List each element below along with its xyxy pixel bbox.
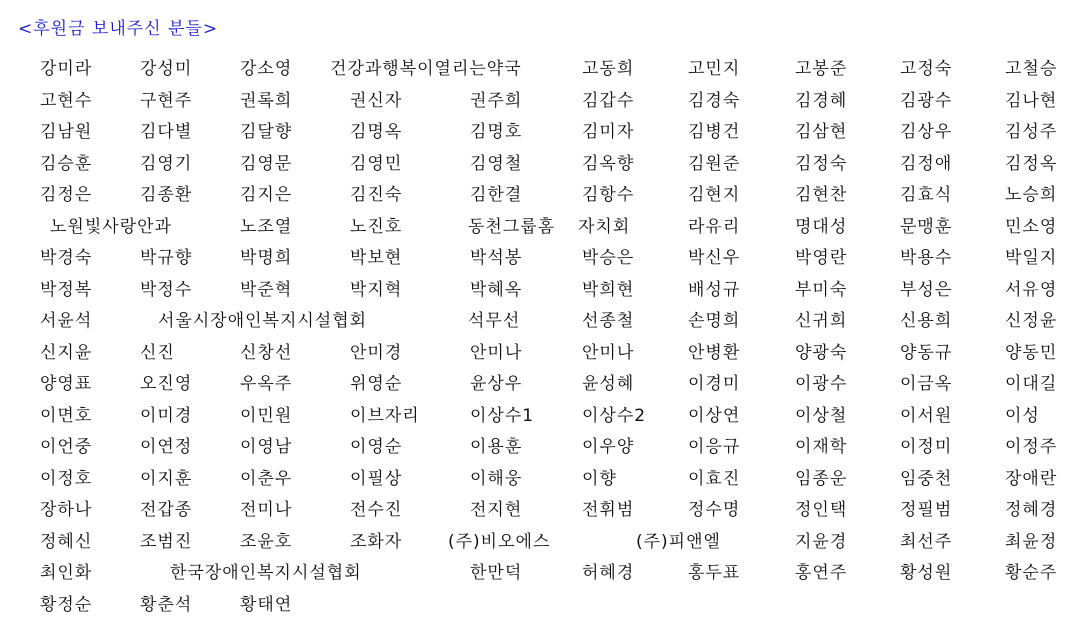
donor-name: 홍연주: [795, 563, 848, 583]
donor-name: 최선주: [900, 531, 953, 552]
donor-name: 이서원: [900, 405, 953, 426]
donor-name: 박혜옥: [470, 279, 523, 300]
donor-name: 이상수2: [582, 405, 647, 426]
donor-name: 양동규: [900, 342, 953, 363]
donor-name: 김남원: [40, 122, 93, 142]
donor-name: 고정숙: [900, 59, 953, 79]
donor-name: 김한결: [470, 185, 523, 205]
donor-name: 김영기: [140, 153, 193, 174]
donor-name: 김명옥: [350, 122, 403, 142]
donor-name: 황순주: [1005, 563, 1058, 583]
donor-name: 홍두표: [688, 563, 741, 583]
donor-name: 이해웅: [470, 468, 523, 489]
donor-name: 강성미: [140, 59, 193, 79]
donor-name: 안미나: [470, 342, 523, 363]
donor-name: 노진호: [350, 216, 403, 237]
donor-name: 김경숙: [688, 90, 741, 111]
donor-name: 서울시장애인복지시설협회: [158, 311, 368, 331]
donor-name: 신용희: [900, 311, 953, 331]
donor-name: 김현찬: [795, 185, 848, 205]
name-row: [0, 180, 1088, 212]
donor-name: 석무선: [468, 311, 521, 331]
name-row: [0, 306, 1088, 338]
donor-name: 황성원: [900, 563, 953, 583]
donor-name: 명대성: [795, 216, 848, 237]
donor-name: 김승훈: [40, 153, 93, 174]
donor-name: 자치회: [578, 216, 631, 237]
donor-name: 김갑수: [582, 90, 635, 111]
donor-name: 김상우: [900, 122, 953, 142]
donor-name: 김정애: [900, 153, 953, 174]
name-row: [0, 464, 1088, 496]
donor-name: 허혜경: [582, 563, 635, 583]
donor-name: 신귀희: [795, 311, 848, 331]
donor-name: 정수명: [688, 500, 741, 520]
donor-name: 라유리: [688, 216, 741, 237]
donor-name: 김영문: [240, 153, 293, 174]
donor-name: 김경혜: [795, 90, 848, 111]
donor-name: 신정윤: [1005, 311, 1058, 331]
name-row: [0, 495, 1088, 527]
donor-name: 신창선: [240, 342, 293, 363]
donor-name: 전미나: [240, 500, 293, 520]
donor-name: 고현수: [40, 90, 93, 111]
donor-name: 박보현: [350, 248, 403, 268]
donor-name: 박명희: [240, 248, 293, 268]
donor-name: 김성주: [1005, 122, 1058, 142]
donor-name: 박용수: [900, 248, 953, 268]
donor-name: 이향: [582, 468, 617, 489]
donor-name: 김원준: [688, 153, 741, 174]
donor-name: 박승은: [582, 248, 635, 268]
donor-name: 이성: [1005, 405, 1040, 426]
donor-name: 이용훈: [470, 437, 523, 457]
donor-name: 이면호: [40, 405, 93, 426]
donor-name: 김삼현: [795, 122, 848, 142]
donor-name: 김진숙: [350, 185, 403, 205]
donor-name: 서유영: [1005, 279, 1058, 300]
donor-name: 문맹훈: [900, 216, 953, 237]
donor-name: 김효식: [900, 185, 953, 205]
donor-name: 윤성혜: [582, 374, 635, 394]
donor-name: 이연정: [140, 437, 193, 457]
donor-name: 고봉준: [795, 59, 848, 79]
donor-name: 박규향: [140, 248, 193, 268]
donor-name: 한국장애인복지시설협회: [170, 563, 362, 583]
donor-name: 권주희: [470, 90, 523, 111]
donor-name: 이브자리: [350, 405, 420, 426]
donor-name: 동천그룹홈: [468, 216, 556, 237]
donor-name: 손명희: [688, 311, 741, 331]
donor-name: 이광수: [795, 374, 848, 394]
donor-name: 황춘석: [140, 594, 193, 615]
page-heading: <후원금 보내주신 분들>: [18, 19, 219, 39]
donor-name: 김병건: [688, 122, 741, 142]
donor-name: 김정은: [40, 185, 93, 205]
donor-name: 박석봉: [470, 248, 523, 268]
donor-name: 노승희: [1005, 185, 1058, 205]
donor-name: 황정순: [40, 594, 93, 615]
donor-name: 김광수: [900, 90, 953, 111]
name-row: [0, 369, 1088, 401]
donor-name: 최윤정: [1005, 531, 1058, 552]
name-row: [0, 558, 1088, 590]
donor-name: 부성은: [900, 279, 953, 300]
donor-name: 강미라: [40, 59, 93, 79]
donor-name: 박희현: [582, 279, 635, 300]
donor-name: 이경미: [688, 374, 741, 394]
donor-name: 김영민: [350, 153, 403, 174]
donor-name: 김현지: [688, 185, 741, 205]
donor-name: 전수진: [350, 500, 403, 520]
donor-name: 이정미: [900, 437, 953, 457]
donor-name: 양동민: [1005, 342, 1058, 363]
donor-name: 노조열: [240, 216, 293, 237]
donor-name: 조윤호: [240, 531, 293, 552]
donor-name: 이상수1: [470, 405, 535, 426]
donor-name: 안미나: [582, 342, 635, 363]
donor-name: 노원빛사랑안과: [50, 216, 172, 237]
name-row: [0, 212, 1088, 244]
name-row: [0, 117, 1088, 149]
donor-name: 김명호: [470, 122, 523, 142]
donor-name: 박영란: [795, 248, 848, 268]
donor-name: 김정옥: [1005, 153, 1058, 174]
donor-name: 박정복: [40, 279, 93, 300]
donor-name: 전지현: [470, 500, 523, 520]
donor-name: 김종환: [140, 185, 193, 205]
donor-name: 박준혁: [240, 279, 293, 300]
donor-name: 구현주: [140, 90, 193, 111]
donor-name: 장하나: [40, 500, 93, 520]
name-row: [0, 243, 1088, 275]
donor-name: 위영순: [350, 374, 403, 394]
donor-name: 권신자: [350, 90, 403, 111]
donor-name: 배성규: [688, 279, 741, 300]
donor-name: 이상철: [795, 405, 848, 426]
name-row: [0, 527, 1088, 559]
donor-name: 이우양: [582, 437, 635, 457]
name-row: [0, 149, 1088, 181]
donor-name: 최인화: [40, 563, 93, 583]
donor-name: 이재학: [795, 437, 848, 457]
donor-name: 지윤경: [795, 531, 848, 552]
donor-name: 정혜경: [1005, 500, 1058, 520]
donor-name: 김나현: [1005, 90, 1058, 111]
donor-name: 서윤석: [40, 311, 93, 331]
donor-name: 윤상우: [470, 374, 523, 394]
donor-name: 김지은: [240, 185, 293, 205]
donor-name: 정필범: [900, 500, 953, 520]
donor-name: 이영순: [350, 437, 403, 457]
name-row: [0, 86, 1088, 118]
donor-name: 이춘우: [240, 468, 293, 489]
donor-name: (주)비오에스: [448, 531, 551, 552]
donor-name: 김영철: [470, 153, 523, 174]
donor-name: 오진영: [140, 374, 193, 394]
donor-name: 우옥주: [240, 374, 293, 394]
donor-name: 장애란: [1005, 468, 1058, 489]
donor-name: 이언중: [40, 437, 93, 457]
donor-name: 황태연: [240, 594, 293, 615]
donor-name: 박지혁: [350, 279, 403, 300]
donor-name: 이금옥: [900, 374, 953, 394]
donor-name: (주)피앤엘: [636, 531, 721, 552]
donor-name: 건강과행복이열리는약국: [330, 59, 522, 79]
donor-name: 김달향: [240, 122, 293, 142]
donor-name: 강소영: [240, 59, 293, 79]
donor-name: 전갑종: [140, 500, 193, 520]
donor-name: 이효진: [688, 468, 741, 489]
name-row: [0, 401, 1088, 433]
donor-name: 민소영: [1005, 216, 1058, 237]
donor-name: 양영표: [40, 374, 93, 394]
donor-name: 권록희: [240, 90, 293, 111]
donor-name: 양광숙: [795, 342, 848, 363]
donor-name: 고철승: [1005, 59, 1058, 79]
donor-name: 이영남: [240, 437, 293, 457]
donor-name: 고동희: [582, 59, 635, 79]
donor-name: 박일지: [1005, 248, 1058, 268]
donor-name: 전휘범: [582, 500, 635, 520]
donor-name: 이미경: [140, 405, 193, 426]
name-row: [0, 432, 1088, 464]
name-row: [0, 275, 1088, 307]
donor-name: 이정호: [40, 468, 93, 489]
donor-name: 부미숙: [795, 279, 848, 300]
donor-name: 조범진: [140, 531, 193, 552]
donor-name: 선종철: [582, 311, 635, 331]
donor-name: 안병환: [688, 342, 741, 363]
donor-name: 이정주: [1005, 437, 1058, 457]
donor-name: 한만덕: [470, 563, 523, 583]
donor-name-grid: [0, 54, 1088, 621]
donor-name: 김옥향: [582, 153, 635, 174]
donor-name: 안미경: [350, 342, 403, 363]
donor-name: 신진: [140, 342, 175, 363]
donor-name: 이필상: [350, 468, 403, 489]
donor-name: 김미자: [582, 122, 635, 142]
donor-name: 박정수: [140, 279, 193, 300]
donor-name: 김다별: [140, 122, 193, 142]
donor-name: 김항수: [582, 185, 635, 205]
donor-name: 김정숙: [795, 153, 848, 174]
donor-name: 박신우: [688, 248, 741, 268]
donor-name: 조화자: [350, 531, 403, 552]
name-row: [0, 54, 1088, 86]
donor-name: 이응규: [688, 437, 741, 457]
name-row: [0, 590, 1088, 622]
donor-name: 이지훈: [140, 468, 193, 489]
name-row: [0, 338, 1088, 370]
donor-name: 이대길: [1005, 374, 1058, 394]
donor-name: 임종운: [795, 468, 848, 489]
donor-name: 정인택: [795, 500, 848, 520]
donor-name: 임중천: [900, 468, 953, 489]
donor-name: 이상연: [688, 405, 741, 426]
donor-name: 이민원: [240, 405, 293, 426]
donor-name: 박경숙: [40, 248, 93, 268]
donor-name: 정혜신: [40, 531, 93, 552]
donor-name: 신지윤: [40, 342, 93, 363]
donor-name: 고민지: [688, 59, 741, 79]
